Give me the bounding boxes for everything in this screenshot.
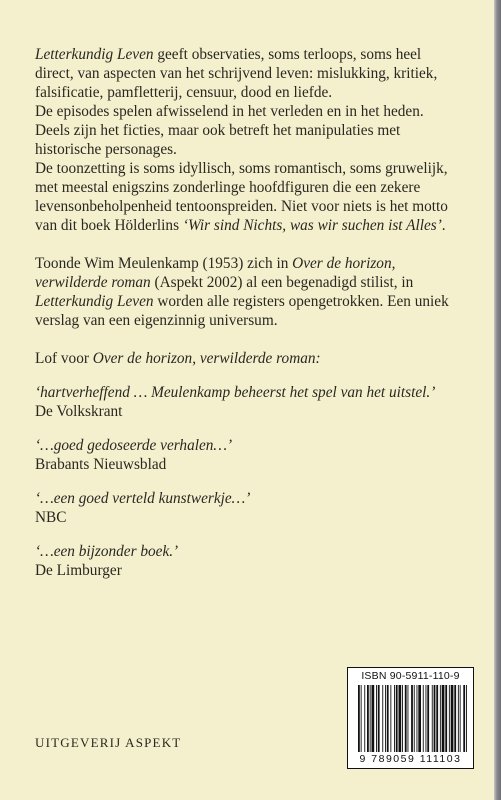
- barcode-bar: [427, 685, 429, 752]
- barcode-bar: [418, 685, 421, 752]
- blurb-paragraph-1: [35, 45, 455, 102]
- barcode-bar: [423, 685, 424, 752]
- barcode-bar: [414, 685, 415, 752]
- barcode-bar: [417, 685, 418, 752]
- blurb-paragraph-2: De episodes spelen afwisselend in het verleden en in het heden. Deels zijn het ficties, maar ook betreft het manipulaties met historische personages.: [35, 103, 424, 158]
- spacer: [35, 527, 455, 542]
- barcode: [347, 667, 474, 769]
- barcode-bar: [449, 685, 450, 752]
- blurb-text: geeft observaties, soms terloops, soms heel direct, van aspecten van het schrijvend leven: mislukking, kritiek, falsificatie, pamfletterij, censuur, dood en liefde.: [35, 46, 438, 101]
- review-source: Brabants Nieuwsblad: [35, 456, 167, 473]
- previous-title: Over de horizon, verwilderde roman: [35, 255, 396, 291]
- barcode-bar: [436, 685, 438, 752]
- barcode-bar: [405, 685, 407, 752]
- barcode-bar: [460, 685, 461, 752]
- quote-text: ‘…een bijzonder boek.’: [35, 543, 179, 560]
- barcode-bar: [426, 685, 427, 752]
- back-cover-text: [35, 45, 455, 580]
- barcode-bar: [432, 685, 433, 752]
- blurb-text: worden alle registers opengetrokken. Een uniek verslag van een eigenzinnig universum.: [35, 293, 449, 329]
- spacer: [35, 368, 455, 383]
- barcode-bar: [358, 685, 360, 752]
- book-title: Letterkundig Leven: [35, 46, 154, 63]
- barcode-bar: [382, 685, 383, 752]
- blurb-text: .: [441, 217, 446, 234]
- barcode-bar: [399, 685, 402, 752]
- review-source: NBC: [35, 509, 67, 526]
- barcode-bar: [402, 685, 403, 752]
- barcode-bar: [378, 685, 380, 752]
- quote-text: ‘…een goed verteld kunstwerkje…’: [35, 490, 251, 507]
- review-quote: [35, 436, 455, 455]
- praise-intro: [35, 349, 455, 368]
- barcode-bar: [454, 685, 456, 752]
- barcode-bar: [394, 685, 395, 752]
- publisher-name: UITGEVERIJ ASPEKT: [35, 735, 182, 750]
- barcode-bar: [370, 685, 371, 752]
- blurb-text: (Aspekt 2002) al een begenadigd stilist, in: [150, 274, 414, 291]
- spacer: [35, 330, 455, 349]
- blurb-paragraph-4: [35, 254, 455, 330]
- barcode-bars: [358, 685, 468, 752]
- barcode-bar: [364, 685, 365, 752]
- blurb-text: De toonzetting is soms idyllisch, soms romantisch, soms gruwelijk, met meestal enigszins zonderlinge hoofdfiguren die een zekere levensonbeholpenheid tentoonspreiden. Niet voor niets is het motto van dit boek Hölderlins: [35, 160, 448, 234]
- blurb-text: Toonde Wim Meulenkamp (1953) zich in: [35, 255, 293, 272]
- barcode-bar: [408, 685, 409, 752]
- barcode-bar: [445, 685, 447, 752]
- barcode-bar: [458, 685, 459, 752]
- barcode-bar: [434, 685, 436, 752]
- barcode-bar: [463, 685, 465, 752]
- review-quote: [35, 542, 455, 561]
- review-quote: [35, 489, 455, 508]
- barcode-bar: [372, 685, 375, 752]
- barcode-bar: [466, 685, 467, 752]
- barcode-bar: [451, 685, 454, 752]
- page-edge: [494, 0, 501, 800]
- ean-number: 9 789059 111103: [359, 753, 462, 765]
- praise-intro-title: Over de horizon, verwilderde roman:: [92, 350, 321, 367]
- isbn-label: ISBN 90-5911-110-9: [361, 670, 460, 682]
- spacer: [35, 235, 455, 254]
- barcode-bar: [440, 685, 441, 752]
- barcode-bar: [376, 685, 377, 752]
- barcode-bar: [385, 685, 386, 752]
- barcode-bar: [411, 685, 413, 752]
- barcode-bar: [396, 685, 398, 752]
- barcode-bar: [367, 685, 369, 752]
- praise-intro-text: Lof voor: [35, 350, 93, 367]
- spacer: [35, 421, 455, 436]
- spacer: [35, 474, 455, 489]
- review-source: De Limburger: [35, 562, 122, 579]
- book-title: Letterkundig Leven: [35, 293, 154, 310]
- review-quote: [35, 383, 455, 402]
- quote-text: ‘hartverheffend … Meulenkamp beheerst het spel van het uitstel.’: [35, 384, 436, 401]
- barcode-bar: [387, 685, 389, 752]
- blurb-paragraph-3: [35, 159, 455, 235]
- barcode-bar: [361, 685, 362, 752]
- quote-text: ‘…goed gedoseerde verhalen…’: [35, 437, 233, 454]
- barcode-bar: [442, 685, 445, 752]
- review-source: De Volkskrant: [35, 403, 123, 420]
- motto: ‘Wir sind Nichts, was wir suchen ist Alles’: [182, 217, 442, 234]
- barcode-bar: [390, 685, 391, 752]
